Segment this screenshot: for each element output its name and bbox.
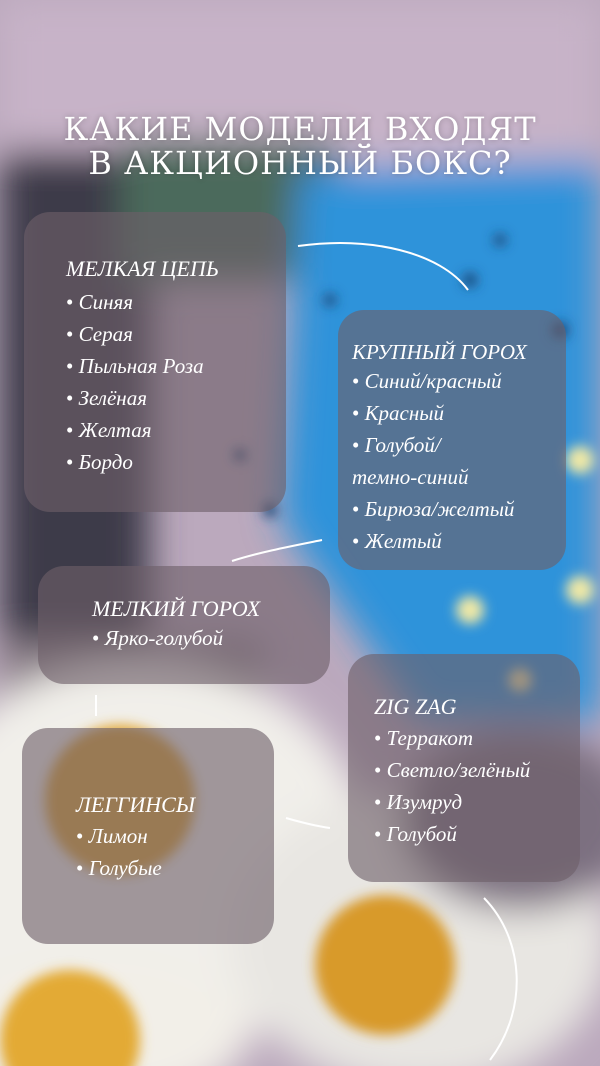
list-item: • Изумруд xyxy=(374,786,580,818)
list-item: • Голубой xyxy=(374,818,580,850)
list-item: • Серая xyxy=(66,318,286,350)
card-list xyxy=(66,286,286,478)
list-item: • Голубой/ xyxy=(352,429,566,461)
card-zigzag xyxy=(348,654,580,882)
card-heading: МЕЛКИЙ ГОРОХ xyxy=(92,596,261,621)
list-item: • Красный xyxy=(352,397,566,429)
list-item: • Терракот xyxy=(374,722,580,754)
list-item: • Ярко-голубой xyxy=(92,622,330,654)
list-item: • Бирюза/желтый xyxy=(352,493,566,525)
card-melkiy-goroh xyxy=(38,566,330,684)
card-melkaya-cep xyxy=(24,212,286,512)
card-heading: МЕЛКАЯ ЦЕПЬ xyxy=(66,256,219,281)
list-item: • Синяя xyxy=(66,286,286,318)
card-krupny-goroh xyxy=(338,310,566,570)
card-list xyxy=(76,820,274,884)
list-item: • Голубые xyxy=(76,852,274,884)
card-heading: ZIG ZAG xyxy=(374,694,457,719)
page-title-line-2: В АКЦИОННЫЙ БОКС? xyxy=(88,144,512,182)
list-item: • Пыльная Роза xyxy=(66,350,286,382)
card-heading: ЛЕГГИНСЫ xyxy=(76,792,196,817)
card-list xyxy=(352,365,566,557)
page-title-line-1: КАКИЕ МОДЕЛИ ВХОДЯТ xyxy=(63,110,537,148)
card-legginsy xyxy=(22,728,274,944)
list-item-continuation: темно-синий xyxy=(352,465,469,489)
list-item: • Лимон xyxy=(76,820,274,852)
card-list xyxy=(374,722,580,850)
list-item: • Синий/красный xyxy=(352,365,566,397)
list-item: • Желтая xyxy=(66,414,286,446)
list-item: • Зелёная xyxy=(66,382,286,414)
card-list xyxy=(92,622,330,654)
list-item: • Желтый xyxy=(352,525,566,557)
list-item: • Бордо xyxy=(66,446,286,478)
card-heading: КРУПНЫЙ ГОРОХ xyxy=(352,340,527,364)
list-item: • Светло/зелёный xyxy=(374,754,580,786)
